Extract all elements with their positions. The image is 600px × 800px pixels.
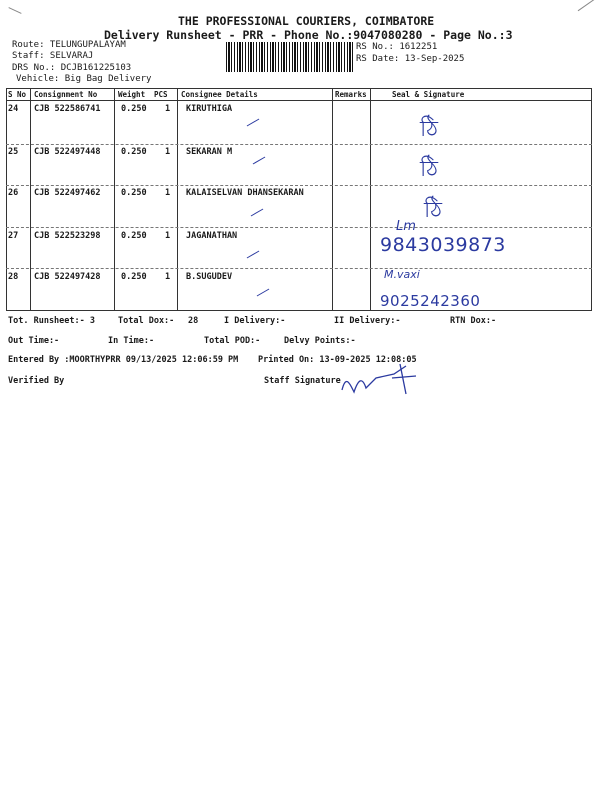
column-divider [6,88,7,310]
company-title: THE PROFESSIONAL COURIERS, COIMBATORE [178,14,435,28]
out-time: Out Time:- [8,336,60,346]
row-signature: ঠি [420,117,439,142]
column-divider [591,88,592,310]
handwritten-note: M.vaxi [384,268,420,281]
total-dox-label: Total Dox:- [118,316,175,326]
row-sno: 27 [8,231,19,241]
checkmark-icon [253,157,266,165]
in-time: In Time:- [108,336,155,346]
row-sno: 24 [8,104,19,114]
col-header-consignee: Consignee Details [181,90,258,99]
row-divider [6,227,592,228]
row-weight: 0.250 [121,147,147,157]
column-divider [177,88,178,310]
row-consignee: JAGANATHAN [186,231,238,241]
rs-number: RS No.: 1612251 [356,42,438,52]
column-divider [370,88,371,310]
row-consignee: B.SUGUDEV [186,272,233,282]
runsheet-subtitle: Delivery Runsheet - PRR - Phone No.:9047080280 - Page No.:3 [104,28,513,42]
row-signature-phone: 9025242360 [380,292,481,310]
scan-mark [8,7,21,14]
delvy-points: Delvy Points:- [284,336,356,346]
row-consignment-no: CJB 522497448 [34,147,101,157]
row-divider [6,268,592,269]
staff-signature-scribble [336,354,420,400]
row-divider [6,144,592,145]
staff-signature-label: Staff Signature [264,376,341,386]
checkmark-icon [251,209,264,217]
row-consignment-no: CJB 522586741 [34,104,101,114]
row-pcs: 1 [165,188,171,198]
row-consignee: KALAISELVAN DHANSEKARAN [186,188,304,198]
column-divider [30,88,31,310]
row-pcs: 1 [165,147,171,157]
drs-number: DRS No.: DCJB161225103 [12,63,132,73]
row-weight: 0.250 [121,272,147,282]
col-header-seal-signature: Seal & Signature [392,90,465,99]
row-sno: 28 [8,272,19,282]
printed-on: Printed On: 13-09-2025 12:08:05 [258,355,417,365]
row-consignment-no: CJB 522497428 [34,272,101,282]
column-divider [114,88,115,310]
checkmark-icon [247,251,260,259]
row-weight: 0.250 [121,188,147,198]
col-header-sno: S No [8,90,27,99]
scan-mark [578,0,597,11]
row-consignee: SEKARAN M [186,147,233,157]
checkmark-icon [247,119,260,127]
col-header-remarks: Remarks [335,90,367,99]
total-dox-value: 28 [188,316,199,326]
row-signature: ঠি [420,157,439,182]
table-bottom-border [6,310,592,311]
row-sno: 26 [8,188,19,198]
table-header-border [6,100,592,101]
row-consignment-no: CJB 522523298 [34,231,101,241]
rtn-dox: RTN Dox:- [450,316,497,326]
handwritten-note: Lm [396,219,416,234]
row-weight: 0.250 [121,104,147,114]
ii-delivery: II Delivery:- [334,316,401,326]
column-divider [332,88,333,310]
row-weight: 0.250 [121,231,147,241]
total-runsheet: Tot. Runsheet:- 3 [8,316,95,326]
row-signature: ঠি [424,198,443,223]
row-consignment-no: CJB 522497462 [34,188,101,198]
i-delivery: I Delivery:- [224,316,286,326]
row-pcs: 1 [165,104,171,114]
verified-by: Verified By [8,376,65,386]
row-consignee: KIRUTHIGA [186,104,233,114]
row-sno: 25 [8,147,19,157]
vehicle-label: Vehicle: Big Bag Delivery [16,74,152,84]
row-signature-phone: 9843039873 [380,234,506,256]
col-header-weight: Weight [118,90,146,99]
total-pod: Total POD:- [204,336,261,346]
checkmark-icon [257,289,270,297]
entered-by: Entered By :MOORTHYPRR 09/13/2025 12:06:59 PM [8,355,239,365]
col-header-pcs: PCS [154,90,168,99]
row-pcs: 1 [165,231,171,241]
row-pcs: 1 [165,272,171,282]
staff-label: Staff: SELVARAJ [12,51,94,61]
rs-date: RS Date: 13-Sep-2025 [356,54,465,64]
route-label: Route: TELUNGUPALAYAM [12,40,126,50]
col-header-consignment: Consignment No [34,90,98,99]
row-divider [6,185,592,186]
table-top-border [6,88,592,89]
barcode-image [226,42,354,72]
